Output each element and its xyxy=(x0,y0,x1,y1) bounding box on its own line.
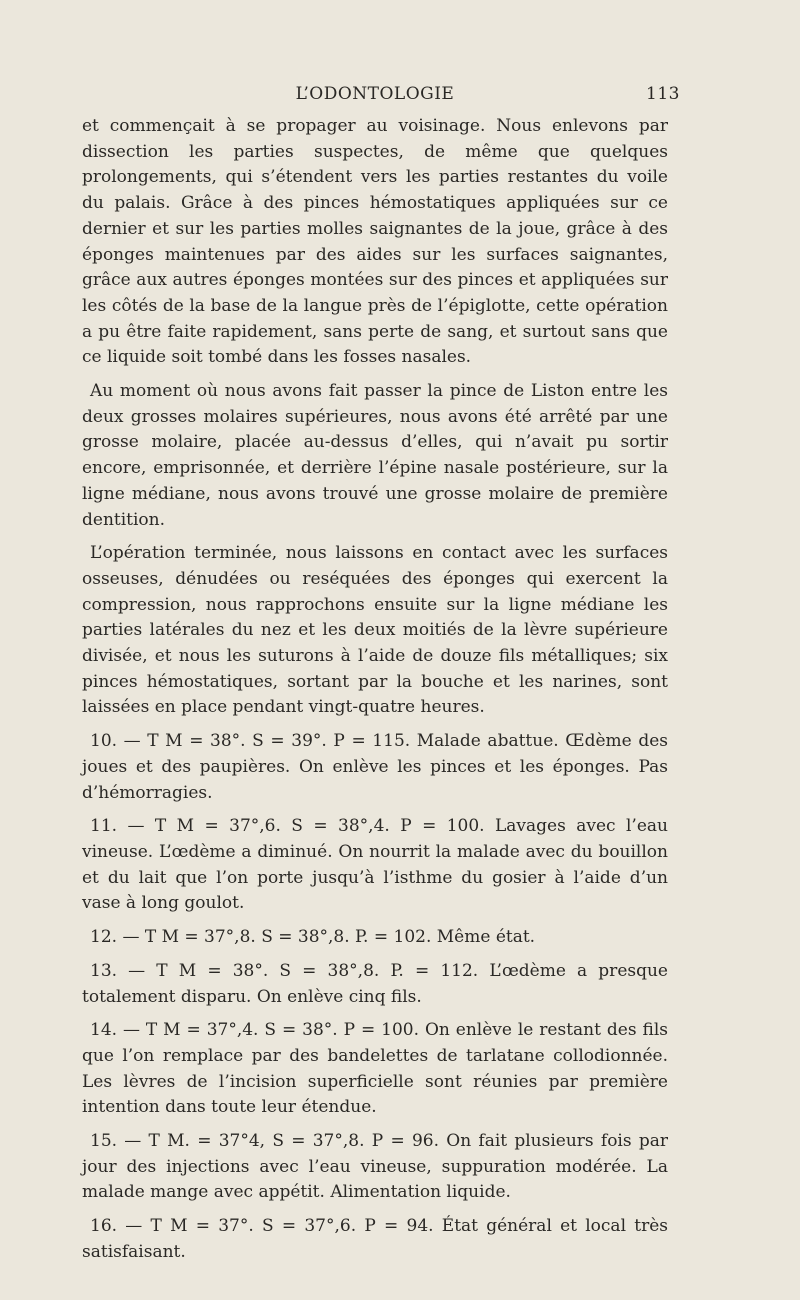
paragraph-operation: L’opération terminée, nous laissons en contact avec les surfaces osseuses, dénudées ou reséquées des éponges qui exercent la compression, nous rapprochons ensuite sur la ligne médiane les parties latérales du nez et les deux moitiés de la lèvre supérieure divisée, et nous les suturons à l’aide de douze fils métalliques; six pinces hémostatiques, sortant par la bouche et les narines, sont laissées en place pendant vingt-quatre heures. xyxy=(82,543,668,718)
paragraph-day-12: 12. — T M = 37°,8. S = 38°,8. P. = 102. Même état. xyxy=(90,927,536,948)
page-number: 113 xyxy=(646,84,680,104)
running-title: L’ODONTOLOGIE xyxy=(295,84,455,104)
page-header xyxy=(82,84,680,114)
paragraph-dissection: et commençait à se propager au voisinage. Nous enlevons par dissection les parties suspectes, de même que quelques prolongements, qui s’étendent vers les parties restantes du voile du palais. Grâce à des pinces hémostatiques appliquées sur ce dernier et sur les parties molles saignantes de la joue, grâce à des éponges maintenues par des aides sur les surfaces saignantes, grâce aux autres éponges montées sur des pinces et appliquées sur les côtés de la base de la langue près de l’épiglotte, cette opération a pu être faite rapidement, sans perte de sang, et surtout sans que ce liquide soit tombé dans les fosses nasales. xyxy=(82,116,668,368)
body-text xyxy=(82,114,668,1266)
paragraph-molaires: Au moment où nous avons fait passer la pince de Liston entre les deux grosses molaires supérieures, nous avons été arrêté par une grosse molaire, placée au-dessus d’elles, qui n’avait pu sortir encore, emprisonnée, et derrière l’épine nasale postérieure, sur la ligne médiane, nous avons trouvé une grosse molaire de première dentition. xyxy=(82,381,668,530)
paragraph-day-14: 14. — T M = 37°,4. S = 38°. P = 100. On enlève le restant des fils que l’on remplace par des bandelettes de tarlatane collodionnée. Les lèvres de l’incision superficielle sont réunies par première intention dans toute leur étendue. xyxy=(82,1020,668,1118)
paragraph-day-16: 16. — T M = 37°. S = 37°,6. P = 94. État général et local très satisfaisant. xyxy=(82,1216,668,1262)
paragraph-day-10: 10. — T M = 38°. S = 39°. P = 115. Malade abattue. Œdème des joues et des paupières. On enlève les pinces et les éponges. Pas d’hémorragies. xyxy=(82,731,668,803)
paragraph-day-13: 13. — T M = 38°. S = 38°,8. P. = 112. L’œdème a presque totalement disparu. On enlève cinq fils. xyxy=(82,960,668,1007)
paragraph-day-15: 15. — T M. = 37°4, S = 37°,8. P = 96. On fait plusieurs fois par jour des injections avec l’eau vineuse, suppuration modérée. La malade mange avec appétit. Alimentation liquide. xyxy=(82,1131,668,1203)
paragraph-day-11: 11. — T M = 37°,6. S = 38°,4. P = 100. Lavages avec l’eau vineuse. L’œdème a diminué. On nourrit la malade avec du bouillon et du lait que l’on porte jusqu’à l’isthme du gosier à l’aide d’un vase à long goulot. xyxy=(82,816,668,914)
